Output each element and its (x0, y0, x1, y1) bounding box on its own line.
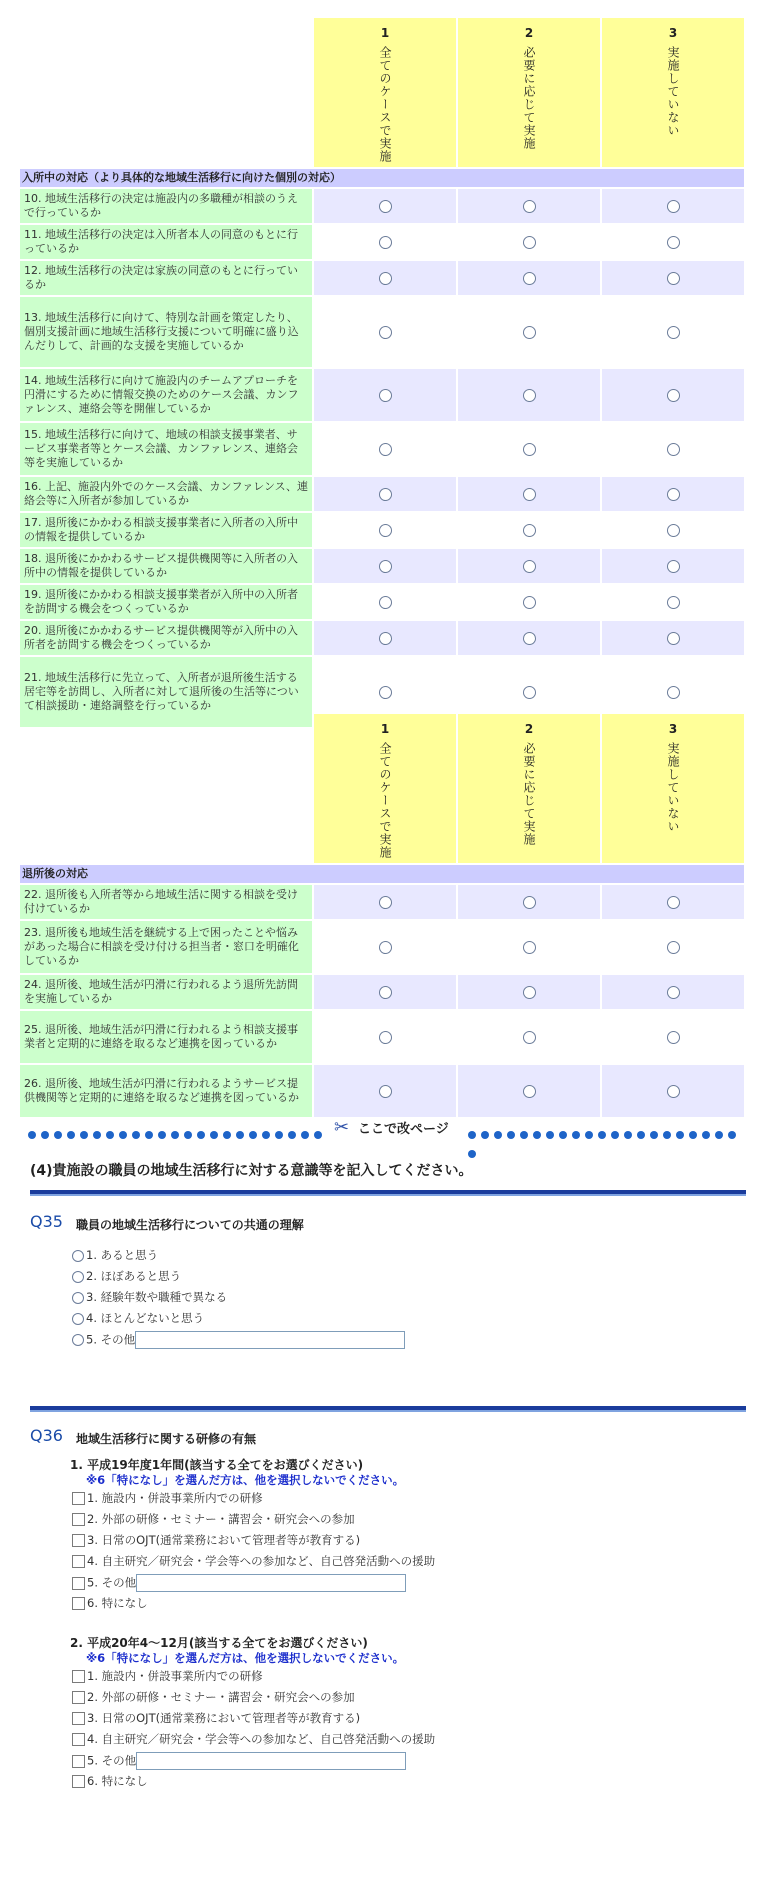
dot (262, 1131, 270, 1139)
radio-option-3[interactable] (667, 986, 680, 999)
table-row (20, 1011, 744, 1063)
dotted-line-left (28, 1124, 327, 1133)
radio-button[interactable] (72, 1292, 84, 1304)
dot (663, 1131, 671, 1139)
checkbox[interactable] (72, 1513, 85, 1526)
answer-cell-1 (314, 189, 456, 223)
option-label: 2. 外部の研修・セミナー・講習会・研究会への参加 (87, 1690, 355, 1704)
radio-option-1[interactable] (379, 443, 392, 456)
column-header-1: 1 全てのケースで実施 (314, 714, 456, 863)
page-break-label: ここで改ページ (358, 1122, 449, 1137)
radio-option-1[interactable] (379, 389, 392, 402)
radio-option-2[interactable] (523, 389, 536, 402)
radio-option-3[interactable] (667, 272, 680, 285)
question-text: 21. 地域生活移行に先立って、入所者が退所後生活する居宅等を訪問し、入所者に対して退所後の生活等について相談援助・連絡調整を行っているか (20, 657, 312, 727)
q35-option[interactable] (72, 1310, 204, 1326)
table-row (20, 921, 744, 973)
answer-cell-2 (458, 477, 600, 511)
radio-button[interactable] (72, 1271, 84, 1283)
radio-option-3[interactable] (667, 1031, 680, 1044)
q36-option[interactable] (72, 1574, 406, 1590)
dot (559, 1131, 567, 1139)
dot (624, 1131, 632, 1139)
option-label: 6. 特になし (87, 1596, 148, 1610)
answer-cell-3 (602, 975, 744, 1009)
q36-option[interactable] (72, 1773, 148, 1789)
page-break-marker (28, 1118, 748, 1138)
answer-cell-3 (602, 585, 744, 619)
checkbox[interactable] (72, 1577, 85, 1590)
dot (715, 1131, 723, 1139)
table-row (20, 189, 744, 223)
option-label: 1. 施設内・併設事業所内での研修 (87, 1491, 263, 1505)
answer-cell-2 (458, 975, 600, 1009)
q36-title: 地域生活移行に関する研修の有無 (76, 1432, 257, 1446)
option-label: 5. その他 (87, 1575, 137, 1590)
answer-cell-1 (314, 513, 456, 547)
radio-option-3[interactable] (667, 686, 680, 699)
q35-other-input[interactable] (135, 1331, 405, 1349)
section-title: 退所後の対応 (20, 865, 744, 883)
dot (288, 1131, 296, 1139)
q36-option[interactable] (72, 1710, 360, 1726)
dot (728, 1131, 736, 1139)
column-header-3: 3 実施していない (602, 18, 744, 167)
table-row (20, 225, 744, 259)
answer-cell-3 (602, 621, 744, 655)
checkbox[interactable] (72, 1691, 85, 1704)
dot (598, 1131, 606, 1139)
answer-cell-1 (314, 261, 456, 295)
option-label: 5. その他 (87, 1753, 137, 1768)
answer-cell-3 (602, 261, 744, 295)
radio-option-1[interactable] (379, 560, 392, 573)
radio-option-2[interactable] (523, 443, 536, 456)
survey-table-2 (18, 712, 746, 1119)
radio-option-1[interactable] (379, 524, 392, 537)
radio-option-3[interactable] (667, 896, 680, 909)
checkbox[interactable] (72, 1670, 85, 1683)
table-row (20, 513, 744, 547)
q35-option[interactable] (72, 1331, 405, 1347)
radio-option-1[interactable] (379, 632, 392, 645)
divider-bar (30, 1190, 746, 1196)
dot (93, 1131, 101, 1139)
question-text: 20. 退所後にかかわるサービス提供機関等が入所中の入所者を訪問する機会をつくっているか (20, 621, 312, 655)
radio-option-3[interactable] (667, 596, 680, 609)
answer-cell-1 (314, 297, 456, 367)
answer-cell-3 (602, 297, 744, 367)
table-row (20, 369, 744, 421)
radio-option-3[interactable] (667, 1085, 680, 1098)
table-row (20, 477, 744, 511)
q35-option[interactable] (72, 1247, 158, 1263)
header-spacer (20, 18, 312, 167)
answer-cell-3 (602, 189, 744, 223)
dot (275, 1131, 283, 1139)
answer-cell-3 (602, 1011, 744, 1063)
answer-cell-2 (458, 225, 600, 259)
dot (702, 1131, 710, 1139)
dot (314, 1131, 322, 1139)
dot (28, 1131, 36, 1139)
question-text: 19. 退所後にかかわる相談支援事業者が入所中の入所者を訪問する機会をつくっているか (20, 585, 312, 619)
radio-option-3[interactable] (667, 524, 680, 537)
dot (158, 1131, 166, 1139)
answer-cell-2 (458, 423, 600, 475)
dot (301, 1131, 309, 1139)
question-text: 14. 地域生活移行に向けて施設内のチームアプローチを円滑にするために情報交換のためのケース会議、カンファレンス、連絡会等を開催しているか (20, 369, 312, 421)
table-row (20, 261, 744, 295)
option-label: 2. ほぼあると思う (86, 1269, 182, 1283)
radio-option-3[interactable] (667, 389, 680, 402)
option-label: 1. 施設内・併設事業所内での研修 (87, 1669, 263, 1683)
answer-cell-1 (314, 621, 456, 655)
q35-number: Q35 (30, 1212, 63, 1231)
radio-option-2[interactable] (523, 896, 536, 909)
q35-option[interactable] (72, 1268, 181, 1284)
radio-option-2[interactable] (523, 686, 536, 699)
dot (520, 1131, 528, 1139)
q36-other-input[interactable] (136, 1752, 406, 1770)
dot (468, 1150, 476, 1158)
checkbox[interactable] (72, 1597, 85, 1610)
answer-cell-1 (314, 369, 456, 421)
table-row (20, 885, 744, 919)
table-row (20, 549, 744, 583)
dot (67, 1131, 75, 1139)
radio-option-2[interactable] (523, 941, 536, 954)
answer-cell-1 (314, 921, 456, 973)
question-text: 25. 退所後、地域生活が円滑に行われるよう相談支援事業者と定期的に連絡を取るなど連携を図っているか (20, 1011, 312, 1063)
q36-option[interactable] (72, 1752, 406, 1768)
q36-other-input[interactable] (136, 1574, 406, 1592)
dot (611, 1131, 619, 1139)
radio-option-1[interactable] (379, 941, 392, 954)
answer-cell-1 (314, 885, 456, 919)
checkbox[interactable] (72, 1555, 85, 1568)
answer-cell-2 (458, 261, 600, 295)
answer-cell-3 (602, 513, 744, 547)
answer-cell-2 (458, 513, 600, 547)
dot (494, 1131, 502, 1139)
option-label: 4. 自主研究／研究会・学会等への参加など、自己啓発活動への援助 (87, 1732, 436, 1746)
answer-cell-1 (314, 1011, 456, 1063)
dot (119, 1131, 127, 1139)
dot (171, 1131, 179, 1139)
radio-button[interactable] (72, 1334, 84, 1346)
dot (637, 1131, 645, 1139)
answer-cell-3 (602, 921, 744, 973)
q35-option[interactable] (72, 1289, 227, 1305)
dot (249, 1131, 257, 1139)
question-text: 15. 地域生活移行に向けて、地域の相談支援事業者、サービス事業者等とケース会議、カンファレンス、連絡会等を実施しているか (20, 423, 312, 475)
checkbox[interactable] (72, 1492, 85, 1505)
radio-option-2[interactable] (523, 560, 536, 573)
answer-cell-2 (458, 885, 600, 919)
dot (184, 1131, 192, 1139)
question-text: 12. 地域生活移行の決定は家族の同意のもとに行っているか (20, 261, 312, 295)
question-text: 16. 上記、施設内外でのケース会議、カンファレンス、連絡会等に入所者が参加しているか (20, 477, 312, 511)
dotted-line-right (468, 1124, 748, 1133)
answer-cell-2 (458, 621, 600, 655)
radio-option-2[interactable] (523, 1031, 536, 1044)
radio-option-3[interactable] (667, 200, 680, 213)
dot (236, 1131, 244, 1139)
answer-cell-3 (602, 369, 744, 421)
answer-cell-2 (458, 297, 600, 367)
answer-cell-3 (602, 549, 744, 583)
table-row (20, 975, 744, 1009)
radio-option-3[interactable] (667, 236, 680, 249)
radio-button[interactable] (72, 1250, 84, 1262)
checkbox[interactable] (72, 1733, 85, 1746)
question-text: 23. 退所後も地域生活を継続する上で困ったことや悩みがあった場合に相談を受け付ける担当者・窓口を明確化しているか (20, 921, 312, 973)
column-header-3: 3 実施していない (602, 714, 744, 863)
radio-option-2[interactable] (523, 488, 536, 501)
section-title: 入所中の対応（より具体的な地域生活移行に向けた個別の対応） (20, 169, 744, 187)
answer-cell-1 (314, 225, 456, 259)
answer-cell-2 (458, 1011, 600, 1063)
table-row (20, 621, 744, 655)
q36-part2-note: ※6「特になし」を選んだ方は、他を選択しないでください。 (86, 1651, 405, 1665)
radio-option-3[interactable] (667, 443, 680, 456)
option-label: 2. 外部の研修・セミナー・講習会・研究会への参加 (87, 1512, 355, 1526)
radio-option-1[interactable] (379, 200, 392, 213)
checkbox[interactable] (72, 1775, 85, 1788)
radio-option-2[interactable] (523, 200, 536, 213)
option-label: 6. 特になし (87, 1774, 148, 1788)
radio-option-3[interactable] (667, 632, 680, 645)
answer-cell-2 (458, 1065, 600, 1117)
q36-part2-title: 2. 平成20年4～12月(該当する全てをお選びください) (70, 1636, 368, 1650)
q36-number: Q36 (30, 1426, 63, 1445)
radio-option-1[interactable] (379, 272, 392, 285)
q36-option[interactable] (72, 1553, 435, 1569)
option-label: 4. 自主研究／研究会・学会等への参加など、自己啓発活動への援助 (87, 1554, 436, 1568)
radio-option-2[interactable] (523, 596, 536, 609)
option-label: 3. 経験年数や職種で異なる (86, 1290, 228, 1304)
option-label: 3. 日常のOJT(通常業務において管理者等が教育する) (87, 1711, 361, 1725)
option-label: 4. ほとんどないと思う (86, 1311, 205, 1325)
dot (223, 1131, 231, 1139)
dot (106, 1131, 114, 1139)
dot (676, 1131, 684, 1139)
dot (507, 1131, 515, 1139)
dot (546, 1131, 554, 1139)
answer-cell-1 (314, 975, 456, 1009)
dot (533, 1131, 541, 1139)
q36-option[interactable] (72, 1668, 263, 1684)
dot (650, 1131, 658, 1139)
radio-option-1[interactable] (379, 326, 392, 339)
q36-option[interactable] (72, 1595, 148, 1611)
dot (145, 1131, 153, 1139)
survey-table-1 (18, 16, 746, 729)
radio-option-2[interactable] (523, 986, 536, 999)
answer-cell-1 (314, 585, 456, 619)
answer-cell-3 (602, 1065, 744, 1117)
q36-part1-note: ※6「特になし」を選んだ方は、他を選択しないでください。 (86, 1473, 405, 1487)
radio-option-3[interactable] (667, 326, 680, 339)
dot (210, 1131, 218, 1139)
table-row (20, 585, 744, 619)
answer-cell-3 (602, 885, 744, 919)
q36-option[interactable] (72, 1731, 435, 1747)
q36-option[interactable] (72, 1532, 360, 1548)
checkbox[interactable] (72, 1534, 85, 1547)
option-label: 3. 日常のOJT(通常業務において管理者等が教育する) (87, 1533, 361, 1547)
radio-option-1[interactable] (379, 236, 392, 249)
checkbox[interactable] (72, 1712, 85, 1725)
dot (41, 1131, 49, 1139)
dot (54, 1131, 62, 1139)
answer-cell-3 (602, 477, 744, 511)
dot (481, 1131, 489, 1139)
q36-option[interactable] (72, 1490, 263, 1506)
radio-option-2[interactable] (523, 236, 536, 249)
question-text: 18. 退所後にかかわるサービス提供機関等に入所者の入所中の情報を提供しているか (20, 549, 312, 583)
radio-option-1[interactable] (379, 896, 392, 909)
question-text: 26. 退所後、地域生活が円滑に行われるようサービス提供機関等と定期的に連絡を取るなど連携を図っているか (20, 1065, 312, 1117)
question-text: 13. 地域生活移行に向けて、特別な計画を策定したり、個別支援計画に地域生活移行支援について明確に盛り込んだりして、計画的な支援を実施しているか (20, 297, 312, 367)
answer-cell-2 (458, 921, 600, 973)
question-text: 22. 退所後も入所者等から地域生活に関する相談を受け付けているか (20, 885, 312, 919)
divider-bar (30, 1406, 746, 1412)
radio-option-3[interactable] (667, 488, 680, 501)
radio-option-1[interactable] (379, 1031, 392, 1044)
column-header-1: 1 全てのケースで実施 (314, 18, 456, 167)
table-row (20, 423, 744, 475)
option-label: 1. あると思う (86, 1248, 159, 1262)
table-row (20, 297, 744, 367)
question-text: 17. 退所後にかかわる相談支援事業者に入所者の入所中の情報を提供しているか (20, 513, 312, 547)
answer-cell-3 (602, 225, 744, 259)
radio-option-1[interactable] (379, 488, 392, 501)
dot (197, 1131, 205, 1139)
question-text: 24. 退所後、地域生活が円滑に行われるよう退所先訪問を実施しているか (20, 975, 312, 1009)
radio-option-1[interactable] (379, 686, 392, 699)
table-row (20, 1065, 744, 1117)
answer-cell-1 (314, 477, 456, 511)
radio-option-2[interactable] (523, 326, 536, 339)
dot (585, 1131, 593, 1139)
scissors-icon: ✂ (334, 1117, 350, 1138)
answer-cell-2 (458, 189, 600, 223)
radio-option-3[interactable] (667, 941, 680, 954)
radio-button[interactable] (72, 1313, 84, 1325)
radio-option-1[interactable] (379, 986, 392, 999)
checkbox[interactable] (72, 1755, 85, 1768)
answer-cell-1 (314, 549, 456, 583)
answer-cell-2 (458, 549, 600, 583)
q36-option[interactable] (72, 1689, 355, 1705)
dot (572, 1131, 580, 1139)
answer-cell-2 (458, 585, 600, 619)
answer-cell-1 (314, 423, 456, 475)
q36-option[interactable] (72, 1511, 355, 1527)
option-label: 5. その他 (86, 1332, 136, 1347)
answer-cell-2 (458, 369, 600, 421)
header-spacer (20, 714, 312, 863)
column-header-2: 2 必要に応じて実施 (458, 18, 600, 167)
question-text: 11. 地域生活移行の決定は入所者本人の同意のもとに行っているか (20, 225, 312, 259)
dot (468, 1131, 476, 1139)
radio-option-1[interactable] (379, 596, 392, 609)
radio-option-2[interactable] (523, 632, 536, 645)
radio-option-3[interactable] (667, 560, 680, 573)
radio-option-1[interactable] (379, 1085, 392, 1098)
dot (80, 1131, 88, 1139)
radio-option-2[interactable] (523, 524, 536, 537)
dot (689, 1131, 697, 1139)
answer-cell-3 (602, 423, 744, 475)
q36-part1-title: 1. 平成19年度1年間(該当する全てをお選びください) (70, 1458, 364, 1472)
dot (132, 1131, 140, 1139)
question-text: 10. 地域生活移行の決定は施設内の多職種が相談のうえで行っているか (20, 189, 312, 223)
radio-option-2[interactable] (523, 1085, 536, 1098)
q35-title: 職員の地域生活移行についての共通の理解 (76, 1218, 304, 1232)
answer-cell-1 (314, 1065, 456, 1117)
section-4-title: (4)貴施設の職員の地域生活移行に対する意識等を記入してください。 (30, 1163, 473, 1179)
radio-option-2[interactable] (523, 272, 536, 285)
column-header-2: 2 必要に応じて実施 (458, 714, 600, 863)
